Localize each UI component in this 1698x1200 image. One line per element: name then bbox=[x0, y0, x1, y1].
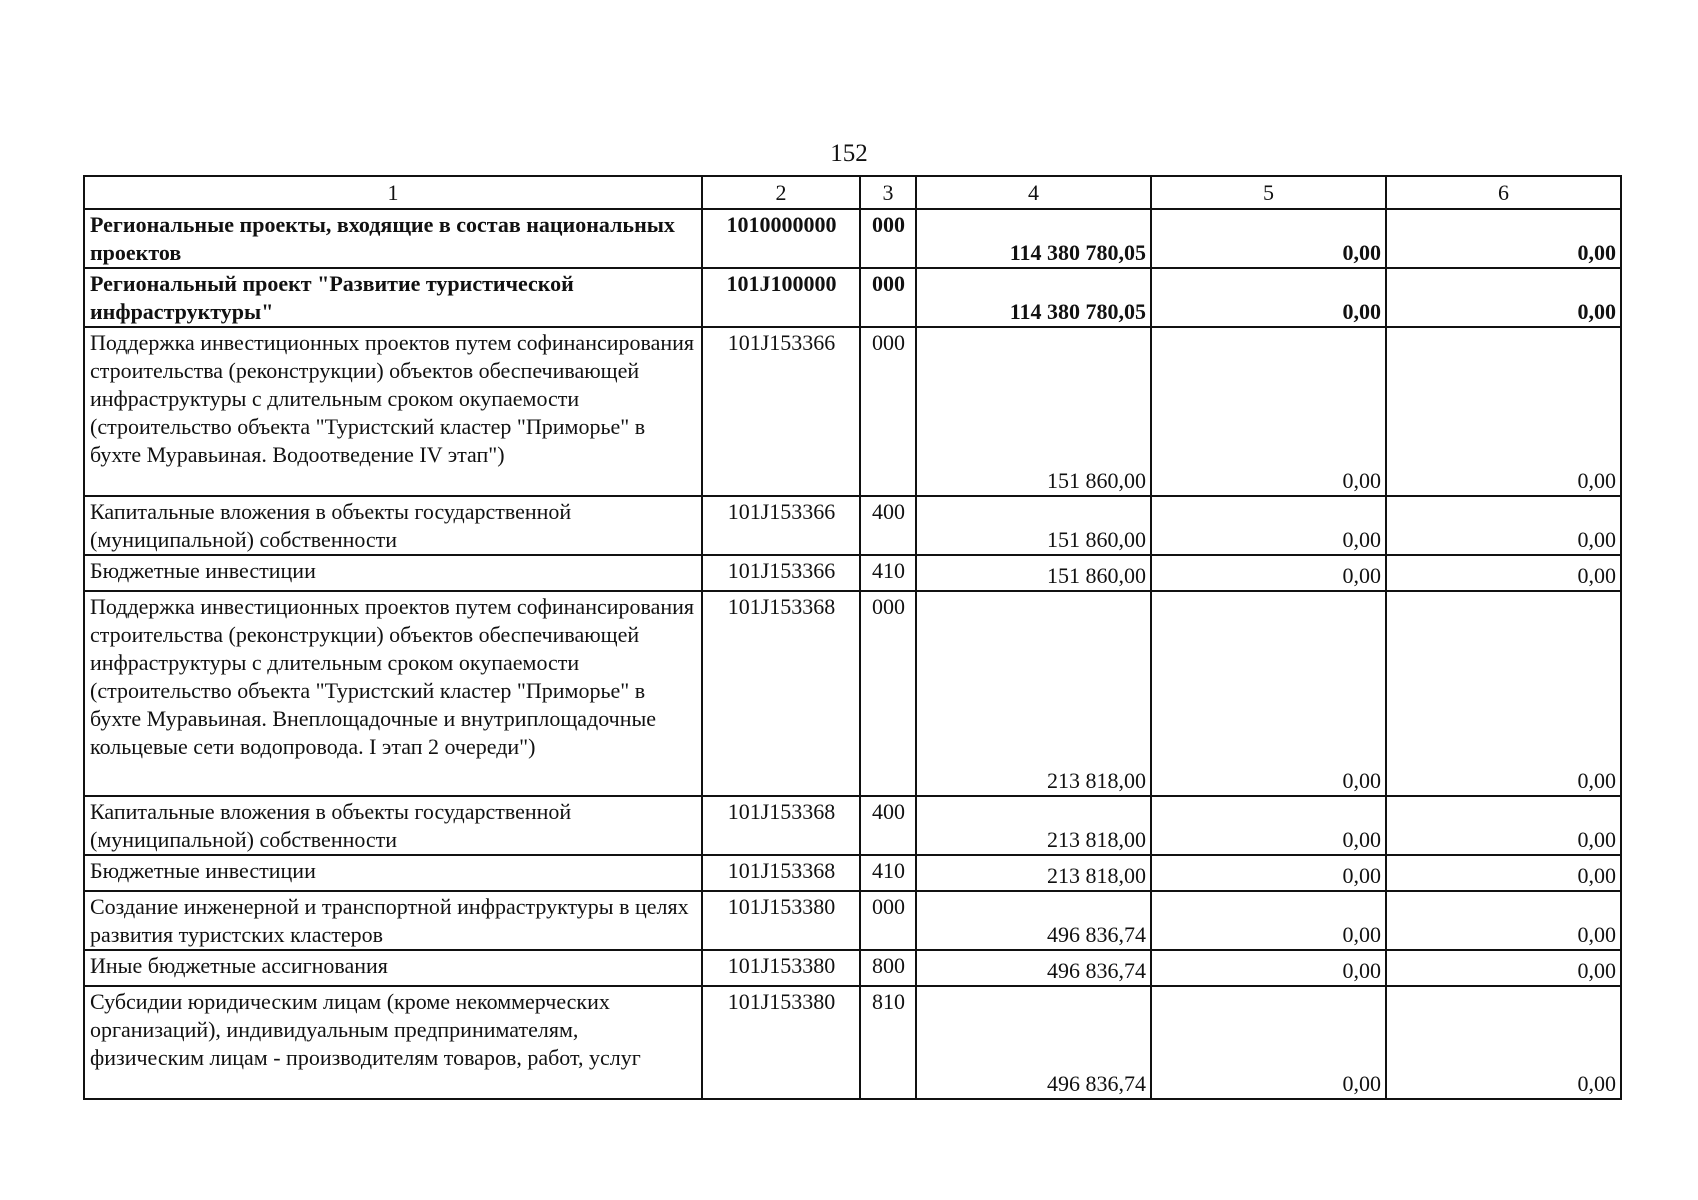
row-value-col6: 0,00 bbox=[1386, 591, 1621, 796]
row-expense-type: 000 bbox=[860, 327, 916, 496]
table-row bbox=[84, 209, 1621, 268]
row-value-col6: 0,00 bbox=[1386, 950, 1621, 986]
row-description: Региональные проекты, входящие в состав национальных проектов bbox=[84, 209, 702, 268]
row-value-col4: 496 836,74 bbox=[916, 891, 1151, 950]
row-value-col5: 0,00 bbox=[1151, 891, 1386, 950]
row-code: 101J153368 bbox=[702, 855, 860, 891]
row-expense-type: 410 bbox=[860, 855, 916, 891]
row-description: Поддержка инвестиционных проектов путем софинансирования строительства (реконструкции) объектов обеспечивающей инфраструктуры с длительным сроком окупаемости (строительство объекта "Туристский кластер "Приморье" в бухте Муравьиная. Водоотведение IV этап") bbox=[84, 327, 702, 496]
row-value-col6: 0,00 bbox=[1386, 891, 1621, 950]
row-value-col6: 0,00 bbox=[1386, 209, 1621, 268]
row-value-col6: 0,00 bbox=[1386, 496, 1621, 555]
row-expense-type: 400 bbox=[860, 496, 916, 555]
column-header: 1 bbox=[84, 176, 702, 209]
budget-table bbox=[83, 175, 1622, 1100]
row-value-col4: 114 380 780,05 bbox=[916, 268, 1151, 327]
row-description: Капитальные вложения в объекты государственной (муниципальной) собственности bbox=[84, 496, 702, 555]
row-expense-type: 410 bbox=[860, 555, 916, 591]
row-value-col6: 0,00 bbox=[1386, 986, 1621, 1099]
row-value-col5: 0,00 bbox=[1151, 268, 1386, 327]
row-description: Субсидии юридическим лицам (кроме некоммерческих организаций), индивидуальным предпринимателям, физическим лицам - производителям товаров, работ, услуг bbox=[84, 986, 702, 1099]
table-row bbox=[84, 555, 1621, 591]
row-expense-type: 000 bbox=[860, 268, 916, 327]
table-row bbox=[84, 591, 1621, 796]
column-header: 5 bbox=[1151, 176, 1386, 209]
row-value-col6: 0,00 bbox=[1386, 327, 1621, 496]
row-description: Капитальные вложения в объекты государственной (муниципальной) собственности bbox=[84, 796, 702, 855]
table-row bbox=[84, 950, 1621, 986]
row-code: 101J153368 bbox=[702, 796, 860, 855]
row-value-col5: 0,00 bbox=[1151, 496, 1386, 555]
row-value-col5: 0,00 bbox=[1151, 796, 1386, 855]
row-value-col4: 496 836,74 bbox=[916, 986, 1151, 1099]
row-value-col4: 213 818,00 bbox=[916, 796, 1151, 855]
table-header-row bbox=[84, 176, 1621, 209]
row-value-col6: 0,00 bbox=[1386, 268, 1621, 327]
table-row bbox=[84, 327, 1621, 496]
row-code: 101J153380 bbox=[702, 950, 860, 986]
row-value-col5: 0,00 bbox=[1151, 855, 1386, 891]
table-row bbox=[84, 891, 1621, 950]
row-code: 101J153380 bbox=[702, 986, 860, 1099]
row-value-col5: 0,00 bbox=[1151, 591, 1386, 796]
row-value-col5: 0,00 bbox=[1151, 950, 1386, 986]
column-header: 4 bbox=[916, 176, 1151, 209]
row-description: Создание инженерной и транспортной инфраструктуры в целях развития туристских кластеров bbox=[84, 891, 702, 950]
row-value-col4: 496 836,74 bbox=[916, 950, 1151, 986]
row-value-col4: 213 818,00 bbox=[916, 591, 1151, 796]
row-code: 101J100000 bbox=[702, 268, 860, 327]
row-description: Иные бюджетные ассигнования bbox=[84, 950, 702, 986]
row-code: 101J153380 bbox=[702, 891, 860, 950]
column-header: 2 bbox=[702, 176, 860, 209]
row-code: 101J153366 bbox=[702, 327, 860, 496]
row-description: Бюджетные инвестиции bbox=[84, 555, 702, 591]
table-row bbox=[84, 986, 1621, 1099]
row-description: Поддержка инвестиционных проектов путем софинансирования строительства (реконструкции) объектов обеспечивающей инфраструктуры с длительным сроком окупаемости (строительство объекта "Туристский кластер "Приморье" в бухте Муравьиная. Внеплощадочные и внутриплощадочные кольцевые сети водопровода. I этап 2 очереди") bbox=[84, 591, 702, 796]
row-expense-type: 000 bbox=[860, 209, 916, 268]
row-value-col6: 0,00 bbox=[1386, 796, 1621, 855]
row-value-col5: 0,00 bbox=[1151, 555, 1386, 591]
row-value-col5: 0,00 bbox=[1151, 327, 1386, 496]
column-header: 6 bbox=[1386, 176, 1621, 209]
row-expense-type: 000 bbox=[860, 891, 916, 950]
row-value-col6: 0,00 bbox=[1386, 855, 1621, 891]
table-row bbox=[84, 855, 1621, 891]
table-row bbox=[84, 268, 1621, 327]
table-row bbox=[84, 496, 1621, 555]
row-code: 101J153368 bbox=[702, 591, 860, 796]
column-header: 3 bbox=[860, 176, 916, 209]
row-expense-type: 800 bbox=[860, 950, 916, 986]
row-value-col4: 151 860,00 bbox=[916, 555, 1151, 591]
row-value-col4: 151 860,00 bbox=[916, 496, 1151, 555]
row-expense-type: 000 bbox=[860, 591, 916, 796]
row-code: 1010000000 bbox=[702, 209, 860, 268]
table-row bbox=[84, 796, 1621, 855]
row-value-col4: 114 380 780,05 bbox=[916, 209, 1151, 268]
row-description: Бюджетные инвестиции bbox=[84, 855, 702, 891]
row-value-col5: 0,00 bbox=[1151, 209, 1386, 268]
page-number: 152 bbox=[830, 140, 868, 167]
row-code: 101J153366 bbox=[702, 496, 860, 555]
row-value-col4: 151 860,00 bbox=[916, 327, 1151, 496]
row-expense-type: 400 bbox=[860, 796, 916, 855]
row-expense-type: 810 bbox=[860, 986, 916, 1099]
row-value-col5: 0,00 bbox=[1151, 986, 1386, 1099]
row-value-col6: 0,00 bbox=[1386, 555, 1621, 591]
row-description: Региональный проект "Развитие туристической инфраструктуры" bbox=[84, 268, 702, 327]
row-value-col4: 213 818,00 bbox=[916, 855, 1151, 891]
row-code: 101J153366 bbox=[702, 555, 860, 591]
